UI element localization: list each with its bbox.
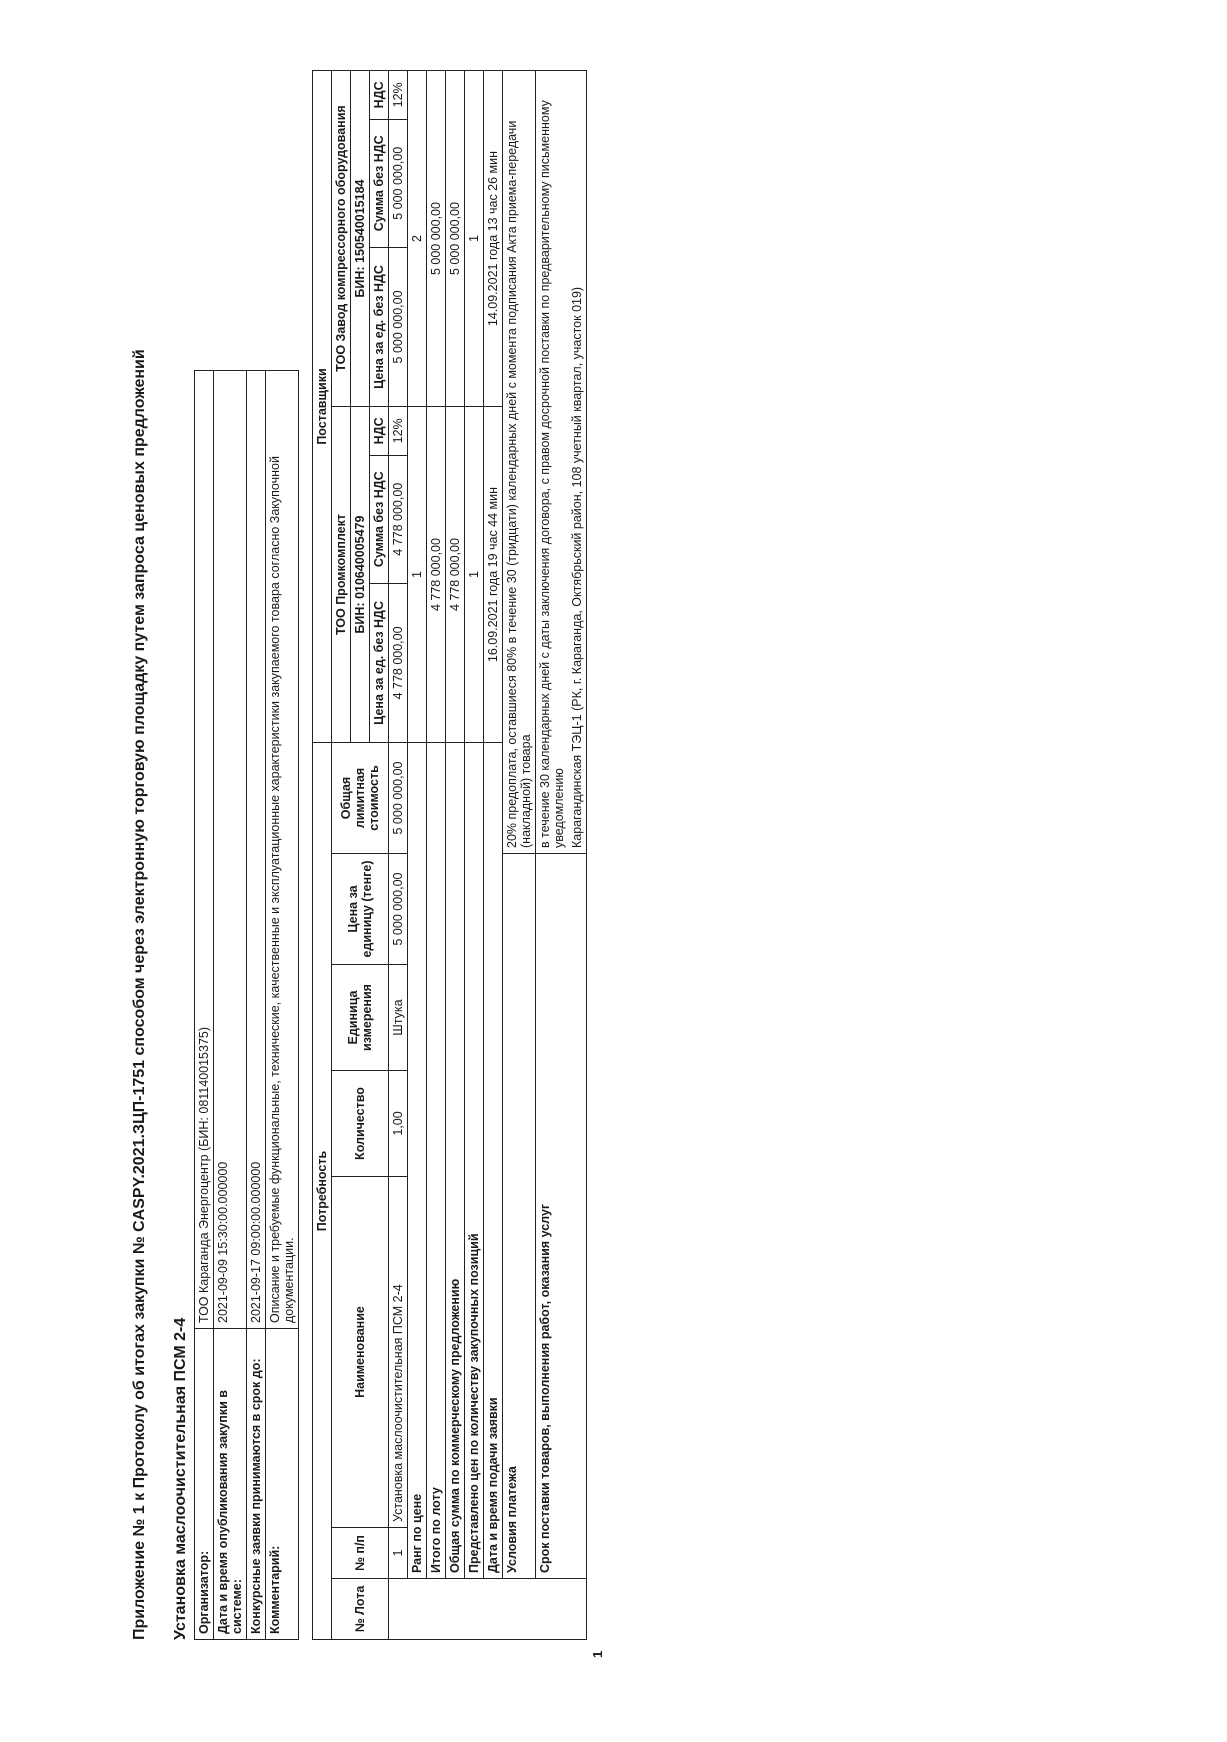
count-label: Представлено цен по количеству закупочных позиций: [465, 743, 484, 1579]
comment-value: Описание и требуемые функциональные, технические, качественные и эксплуатационные характеристики закупаемого товара согласно Закупочной документации.: [266, 371, 299, 1329]
suppliers-header: Поставщики: [313, 71, 332, 743]
s1-sub-sum: Сумма без НДС: [370, 455, 389, 583]
row-unit: Штука: [389, 965, 408, 1071]
date-s1: 16.09.2021 года 19 час 44 мин: [484, 407, 503, 743]
document-title: Приложение № 1 к Протоколу об итогах закупки № CASPY.2021.ЗЦП-1751 способом через электронную торговую площадку путем запроса ценовых предложений: [131, 349, 148, 1640]
supplier1-bin: БИН: 010640005479: [351, 407, 370, 743]
col-num: № п/п: [332, 1528, 389, 1579]
offer-total-s1: 4 778 000,00: [446, 407, 465, 743]
s2-sub-price: Цена за ед. без НДС: [370, 247, 389, 406]
col-name: Наименование: [332, 1177, 389, 1528]
s2-sum: 5 000 000,00: [389, 119, 408, 247]
s1-sub-vat: НДС: [370, 407, 389, 456]
s1-sub-price: Цена за ед. без НДС: [370, 583, 389, 742]
row-price: 5 000 000,00: [389, 854, 408, 965]
table-row: [427, 71, 446, 1640]
s2-vat: 12%: [389, 71, 408, 120]
s2-sub-sum: Сумма без НДС: [370, 119, 389, 247]
count-s1: 1: [465, 407, 484, 743]
supplier2-bin: БИН: 150540015184: [351, 71, 370, 407]
delivery-label: Срок поставки товаров, выполнения работ, оказания услуг: [536, 854, 587, 1579]
s2-price: 5 000 000,00: [389, 247, 408, 406]
payment-value: 20% предоплата, оставшиеся 80% в течение 30 (тридцати) календарных дней с момента подписания Акта приема-передачи (накладной) товара: [503, 71, 536, 854]
col-price: Цена за единицу (тенге): [332, 854, 389, 965]
col-total: Общая лимитная стоимость: [332, 743, 389, 854]
comment-label: Комментарий:: [266, 1329, 299, 1640]
row-total: 5 000 000,00: [389, 743, 408, 854]
col-qty: Количество: [332, 1071, 389, 1177]
table-row: [536, 71, 569, 1640]
delivery-value: в течение 30 календарных дней с даты заключения договора, с правом досрочной поставки по предварительному письменному уведомлению: [536, 71, 569, 854]
s1-vat: 12%: [389, 407, 408, 456]
lot-total-s2: 5 000 000,00: [427, 71, 446, 407]
lot-total-s1: 4 778 000,00: [427, 407, 446, 743]
date-s2: 14.09.2021 года 13 час 26 мин: [484, 71, 503, 407]
table-row: [408, 71, 427, 1640]
organizer-value: ТОО Караганда Энергоцентр (БИН: 081140015375): [195, 371, 214, 1329]
need-header: Потребность: [313, 743, 332, 1640]
payment-label: Условия платежа: [503, 854, 536, 1579]
row-name: Установка маслоочистительная ПСМ 2-4: [389, 1177, 408, 1528]
bids-table: [312, 70, 587, 1640]
count-s2: 1: [465, 71, 484, 407]
lot-number-outside: 1: [590, 1650, 605, 1658]
procurement-info-table: [194, 370, 299, 1640]
rank-s2: 2: [408, 71, 427, 407]
row-qty: 1,00: [389, 1071, 408, 1177]
deadline-label: Конкурсные заявки принимаются в срок до:: [247, 1329, 266, 1640]
s1-price: 4 778 000,00: [389, 583, 408, 742]
offer-total-s2: 5 000 000,00: [446, 71, 465, 407]
row-num: 1: [389, 1528, 408, 1579]
table-row: [446, 71, 465, 1640]
s2-sub-vat: НДС: [370, 71, 389, 120]
supplier1-name: ТОО Промкомплект: [332, 407, 351, 743]
rank-label: Ранг по цене: [408, 743, 427, 1579]
organizer-label: Организатор:: [195, 1329, 214, 1640]
table-row: [389, 71, 408, 1640]
table-row: [484, 71, 503, 1640]
table-row: [503, 71, 536, 1640]
deadline-value: 2021-09-17 09:00:00.000000: [247, 371, 266, 1329]
table-row: [465, 71, 484, 1640]
offer-total-label: Общая сумма по коммерческому предложению: [446, 743, 465, 1579]
rotated-sheet: [120, 10, 1227, 1660]
lot-total-label: Итого по лоту: [427, 743, 446, 1579]
s1-sum: 4 778 000,00: [389, 455, 408, 583]
published-value: 2021-09-09 15:30:00.000000: [214, 371, 247, 1329]
published-label: Дата и время опубликования закупки в системе:: [214, 1329, 247, 1640]
supplier2-name: ТОО Завод компрессорного оборудования: [332, 71, 351, 407]
col-unit: Единица измерения: [332, 965, 389, 1071]
delivery-place: Карагандинская ТЭЦ-1 (РК, г. Караганда, Октябрьский район, 108 учетный квартал, участок 019): [568, 71, 587, 854]
date-label: Дата и время подачи заявки: [484, 743, 503, 1579]
rank-s1: 1: [408, 407, 427, 743]
col-lot: № Лота: [332, 1579, 389, 1640]
lot-cell: [389, 1579, 587, 1640]
lot-subtitle: Установка маслоочистительная ПСМ 2-4: [172, 1317, 189, 1640]
